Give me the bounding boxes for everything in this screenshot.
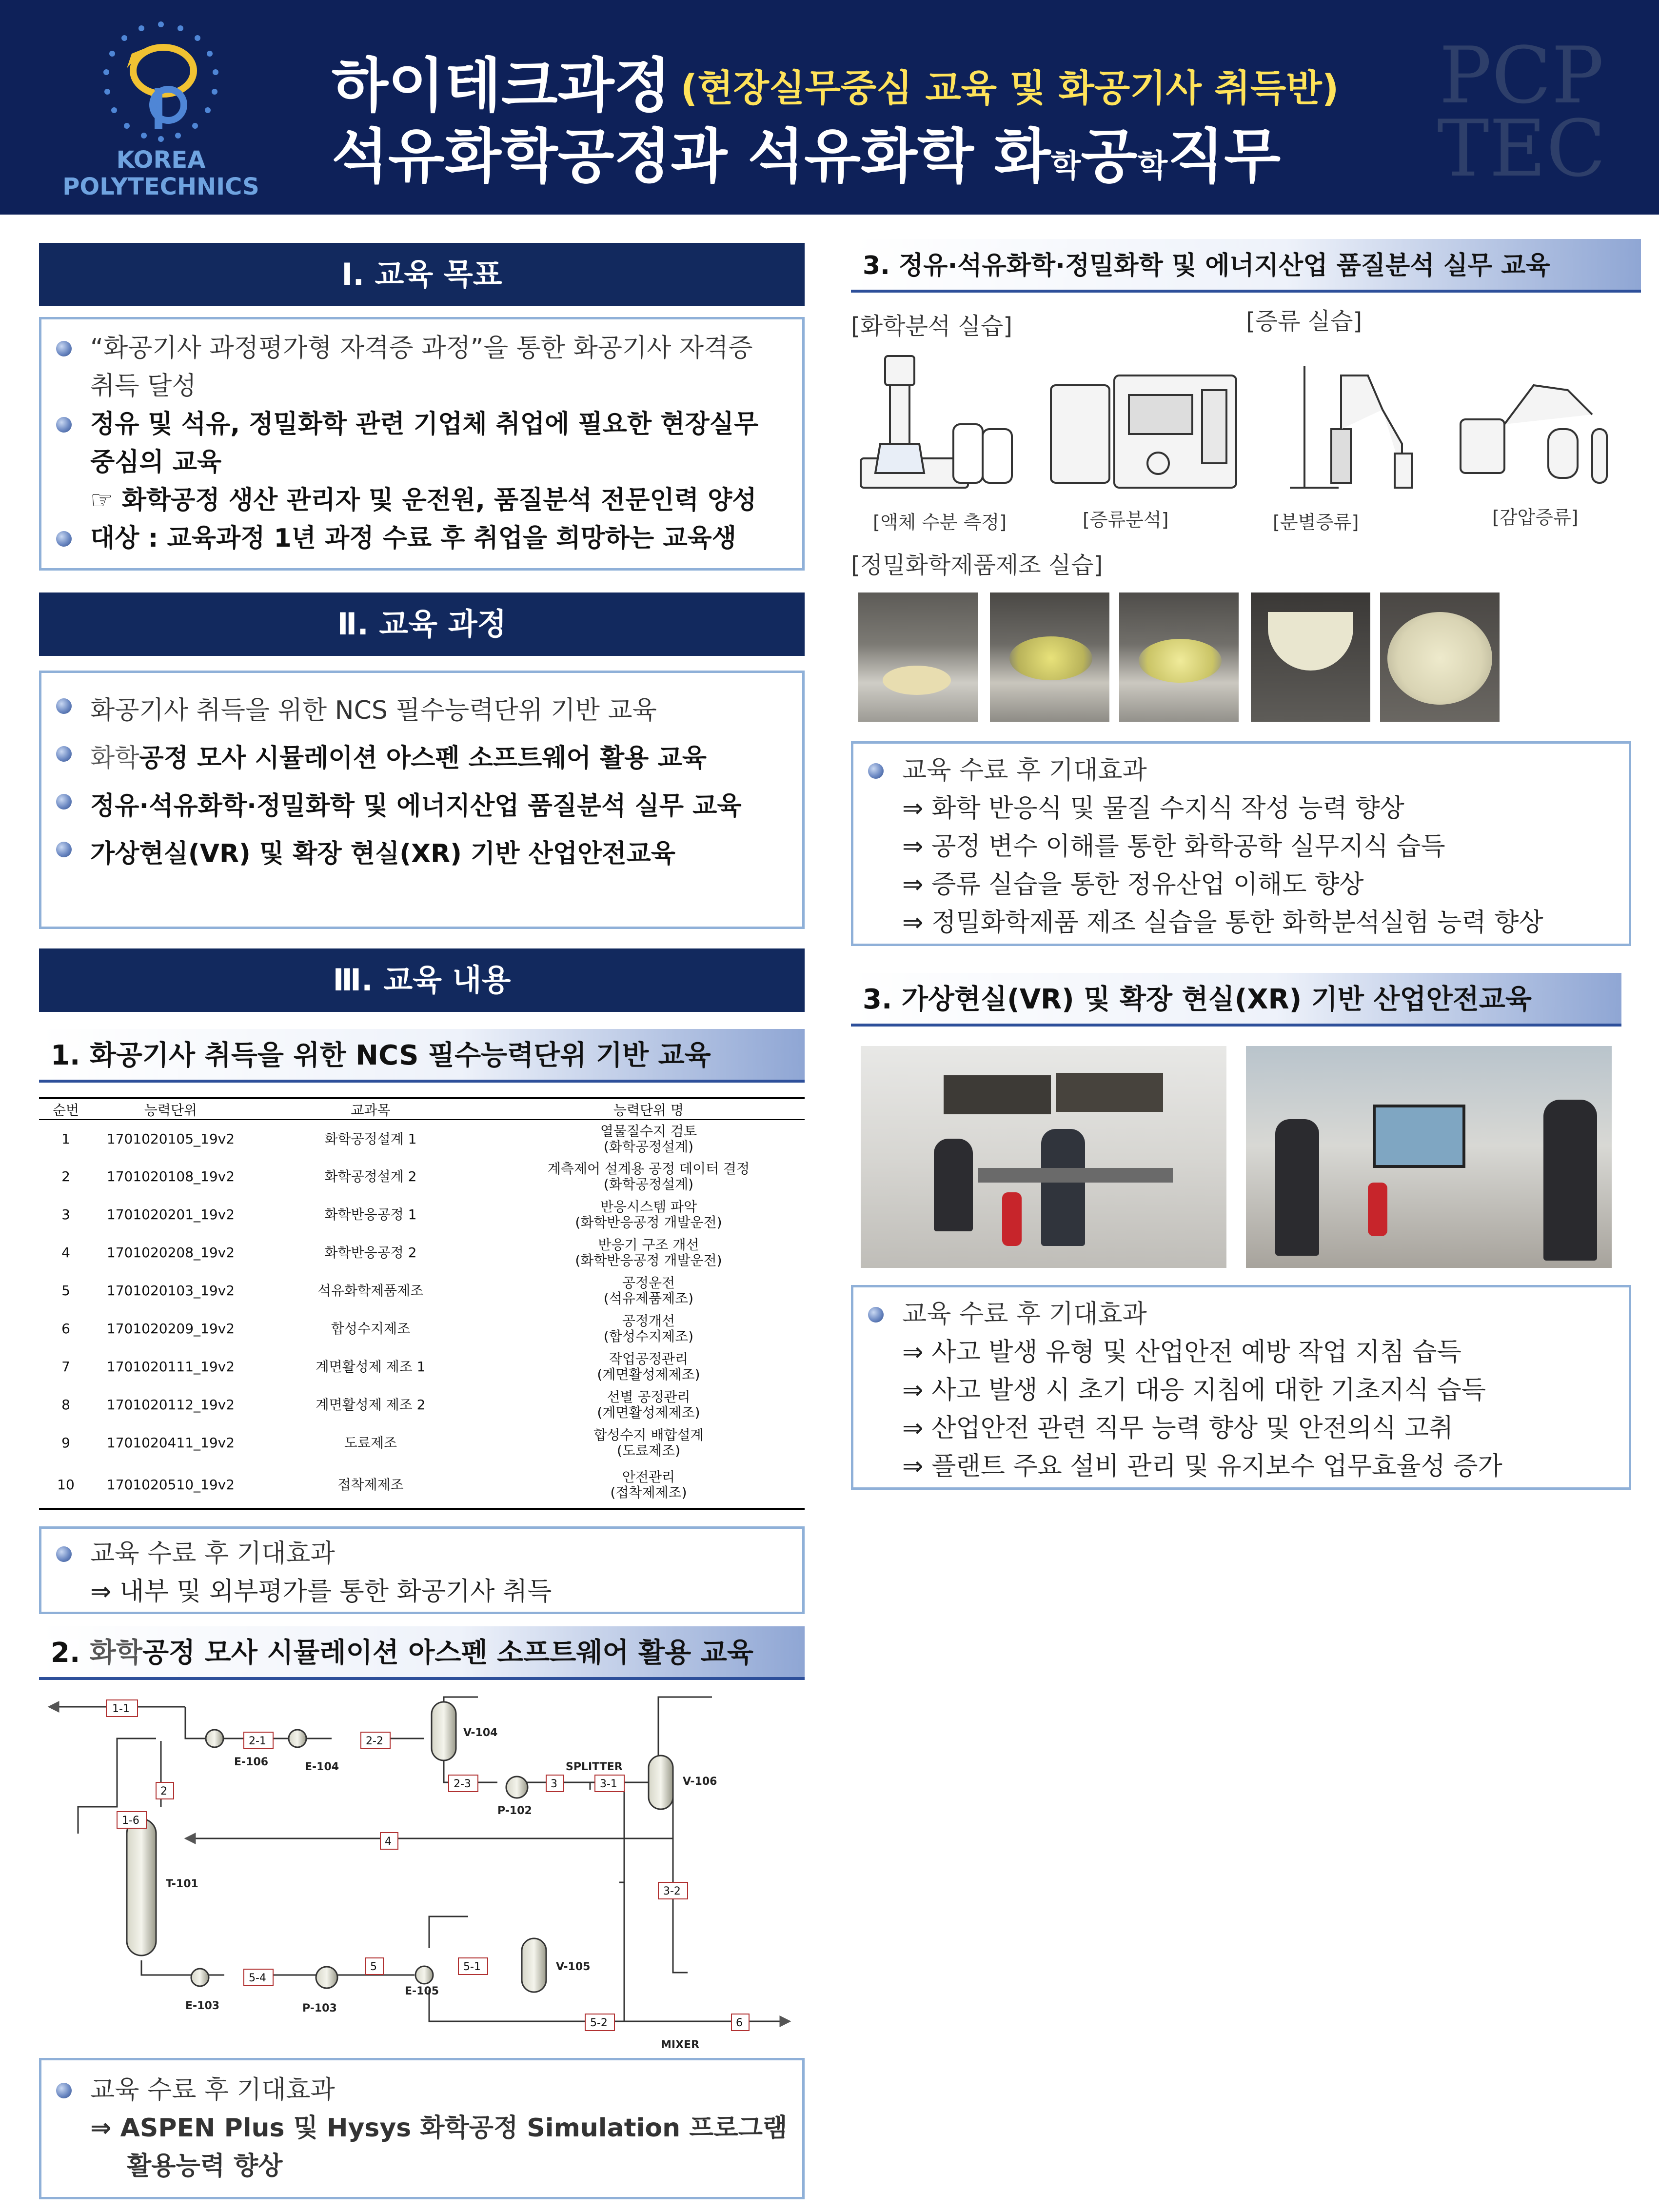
bowl-shape [1268,612,1353,671]
content1-title: 1. 화공기사 취득을 위한 NCS 필수능력단위 기반 교육 [39,1029,805,1083]
col-header-unit: 능력단위 [93,1098,249,1120]
cell-unit: 1701020105_19v2 [106,1130,235,1147]
goals-box [39,317,805,571]
section-content-bar: Ⅲ. 교육 내용 [39,948,805,1012]
cell-unit-name-2: (접착제제조) [610,1484,687,1501]
course-item-1: 화공기사 취득을 위한 NCS 필수능력단위 기반 교육 [41,687,802,734]
cell-unit: 1701020111_19v2 [106,1359,235,1375]
cell-subject: 석유화학제품제조 [317,1283,424,1299]
cell-subject: 화학공정설계 1 [324,1130,417,1147]
unit-splitter: SPLITTER [566,1761,623,1773]
extinguisher-shape [1002,1192,1022,1246]
stream-3 [546,1775,564,1792]
cell-subject: 화학반응공정 2 [324,1244,417,1261]
brand-watermark [1424,30,1619,194]
svg-text:2: 2 [160,1785,167,1797]
title2-part-c: 공 [1081,123,1138,191]
content3-effect-3: ⇒ 증류 실습을 통한 정유산업 이해도 향상 [902,870,1364,899]
svg-text:4: 4 [385,1836,392,1848]
stream-2-3 [449,1775,478,1792]
unit-e-104: E-104 [305,1761,339,1773]
cell-unit-name [493,1386,805,1424]
content2-effect-1: ⇒ ASPEN Plus 및 Hysys 화학공정 Simulation 프로그램 [90,2113,788,2143]
content4-effect-4: ⇒ 플랜트 주요 설비 관리 및 유지보수 업무효율성 증가 [902,1452,1502,1481]
stream-2 [156,1782,174,1799]
content2-title-prefix: 화학 [89,1637,142,1669]
cell-unit-name-1: 공정개선 [622,1313,675,1329]
goal-item-2 [41,405,802,481]
stream-2-1 [244,1732,273,1749]
cell-unit-name [493,1272,805,1310]
cell-subject: 화학공정설계 2 [324,1168,417,1185]
svg-text:3-2: 3-2 [663,1885,681,1897]
stream-3-1 [595,1775,624,1792]
cell-unit-name-2: (합성수지제조) [603,1328,694,1344]
course-box [39,671,805,929]
goal-item-1-text-2: 취득 달성 [90,372,197,401]
content4-effect-2: ⇒ 사고 발생 시 초기 대응 지침에 대한 기초지식 습득 [902,1376,1486,1405]
cell-unit-name-1: 반응시스템 파악 [600,1199,697,1215]
cell-no: 6 [61,1321,70,1337]
stream-5-2 [585,2014,614,2031]
title-main: 하이테크과정 [332,52,671,120]
person-shape-4 [1543,1100,1597,1261]
table-row [39,1310,805,1348]
title2-part-e: 직무 [1167,123,1281,191]
cell-unit-name-2: (계면활성제제조) [597,1404,700,1421]
table-row [39,1272,805,1310]
person-shape-3 [1275,1119,1319,1256]
svg-text:3: 3 [551,1778,557,1790]
stream-5-1 [458,1958,488,1975]
person-shape-1 [934,1139,973,1231]
cell-subject: 도료제조 [344,1435,397,1451]
stream-4 [380,1833,398,1849]
content3-effect-2: ⇒ 공정 변수 이해를 통한 화학공학 실무지식 습득 [902,832,1445,861]
unit-p-103: P-103 [302,2002,337,2014]
person-shape-2 [1041,1129,1085,1246]
page-title-line2 [332,110,1281,194]
cell-unit-name [493,1348,805,1386]
dish-shape [1387,612,1492,705]
beaker-shape-3 [1139,639,1222,683]
cell-unit-name [493,1120,805,1158]
content4-effect-3: ⇒ 산업안전 관련 직무 능력 향상 및 안전의식 고취 [902,1414,1454,1443]
title2-part-d: 학 [1137,148,1168,184]
vr-training-photo-1 [861,1046,1226,1268]
stream-2-2 [361,1732,390,1749]
course-item-2-prefix: 화학 [90,744,139,773]
cell-unit-name-2: (화학반응공정 개발운전) [575,1252,722,1268]
stream-6 [731,2014,749,2031]
cell-unit-name [493,1462,805,1509]
cell-unit-name [493,1196,805,1234]
table-row [39,1120,805,1158]
cell-no: 4 [61,1244,70,1261]
content2-effect-2: 활용능력 향상 [127,2152,283,2181]
unit-v-106: V-106 [683,1776,717,1788]
title-subtitle: (현장실무중심 교육 및 화공기사 취득반) [680,66,1339,110]
screen-shape-1 [944,1075,1051,1114]
cell-unit-name-1: 작업공정관리 [609,1351,689,1367]
cell-unit-name [493,1234,805,1272]
cell-unit-name-1: 계측제어 설계용 공정 데이터 결정 [547,1161,750,1177]
content3-effect-1: ⇒ 화학 반응식 및 물질 수지식 작성 능력 향상 [902,794,1404,823]
logo-emblem-icon [59,15,263,156]
content4-title: 3. 가상현실(VR) 및 확장 현실(XR) 기반 산업안전교육 [851,973,1621,1027]
caption-fractional: [분별증류] [1273,512,1359,533]
unit-v-105: V-105 [556,1961,591,1973]
cell-unit-name-1: 합성수지 배합설계 [593,1427,704,1443]
cell-unit-name-2: (화학반응공정 개발운전) [575,1214,722,1230]
header-banner [0,0,1659,215]
svg-text:5-1: 5-1 [463,1961,481,1973]
lab-chem-analysis-label: [화학분석 실습] [851,313,1012,340]
svg-text:5-4: 5-4 [249,1972,266,1984]
svg-text:6: 6 [736,2017,743,2029]
cell-unit-name-1: 선별 공정관리 [607,1389,691,1405]
brand-line2: TEC [1437,103,1606,194]
cell-no: 2 [61,1168,70,1185]
cell-no: 8 [61,1397,70,1413]
brand-line1: PCP [1439,30,1604,121]
cell-no: 1 [61,1130,70,1147]
fine-chem-photo-1 [858,592,978,722]
section-goals-bar: Ⅰ. 교육 목표 [39,243,805,306]
svg-text:1-6: 1-6 [122,1815,139,1827]
cell-unit-name-2: (도료제조) [616,1442,681,1459]
cell-no: 7 [61,1359,70,1375]
cell-unit: 1701020510_19v2 [93,1462,249,1509]
content2-effect-title: 교육 수료 후 기대효과 [41,2071,802,2109]
caption-vacuum: [감압증류] [1492,507,1579,528]
unit-v-104: V-104 [463,1727,498,1739]
goal-item-1 [41,329,802,405]
svg-text:5-2: 5-2 [590,2017,608,2029]
course-item-2 [41,734,802,782]
cell-no: 10 [39,1462,93,1509]
svg-text:2-2: 2-2 [366,1735,383,1747]
cell-unit-name-1: 공정운전 [622,1275,675,1291]
content3-effect-4: ⇒ 정밀화학제품 제조 실습을 통한 화학분석실험 능력 향상 [902,908,1543,937]
screen-shape-2 [1056,1073,1163,1112]
content3-effect-title: 교육 수료 후 기대효과 [853,751,1629,790]
cell-subject: 접착제제조 [249,1462,493,1509]
unit-t-101: T-101 [166,1878,198,1890]
cell-unit: 1701020112_19v2 [106,1397,235,1413]
table-header-row [39,1098,805,1120]
svg-text:2-3: 2-3 [454,1778,471,1790]
aspen-process-flow-diagram [39,1687,805,2058]
cell-no: 3 [61,1206,70,1223]
korea-polytechnics-logo [59,15,263,205]
caption-moisture: [액체 수분 측정] [873,512,1007,533]
svg-text:1-1: 1-1 [112,1703,130,1715]
content1-effect-1: ⇒ 내부 및 외부평가를 통한 화공기사 취득 [90,1577,552,1606]
pipe-shape [978,1168,1173,1183]
fine-chem-photo-2 [990,592,1109,722]
goal-item-2-note: ☞ 화학공정 생산 관리자 및 운전원, 품질분석 전문인력 양성 [90,486,757,515]
course-item-3: 정유·석유화학·정밀화학 및 에너지산업 품질분석 실무 교육 [41,782,802,830]
fine-chem-photo-4 [1251,592,1370,722]
logo-text-polytechnics: POLYTECHNICS [62,173,259,200]
table-row [39,1386,805,1424]
fine-chem-photo-5 [1380,592,1500,722]
table-row [39,1348,805,1386]
extinguisher-shape-2 [1368,1183,1387,1236]
unit-p-102: P-102 [497,1805,532,1817]
content3-effect-box [851,741,1631,946]
section-course-bar: Ⅱ. 교육 과정 [39,592,805,656]
stream-3-2 [658,1882,688,1899]
table-row [39,1234,805,1272]
unit-e-105: E-105 [405,1985,439,1997]
beaker-shape-1 [883,666,951,695]
fine-chem-photo-3 [1119,592,1239,722]
xr-screen-shape [1373,1105,1465,1168]
v-104-vessel [432,1702,456,1760]
unit-e-103: E-103 [185,2000,220,2012]
unit-e-106: E-106 [234,1756,269,1768]
cell-unit: 1701020209_19v2 [106,1321,235,1337]
cell-subject: 화학반응공정 1 [324,1206,417,1223]
col-header-no: 순번 [39,1098,93,1120]
t-101-column [127,1819,156,1955]
content4-effect-box [851,1285,1631,1490]
content2-effect-box [39,2058,805,2199]
logo-text-korea: KOREA [116,146,206,174]
cell-unit: 1701020208_19v2 [106,1244,235,1261]
lab-apparatus-illustrations [851,346,1641,502]
goal-item-2-text: 정유 및 석유, 정밀화학 관련 기업체 취업에 필요한 현장실무 [90,410,759,439]
col-header-unit-name: 능력단위 명 [493,1098,805,1120]
content1-effect-title: 교육 수료 후 기대효과 [41,1535,802,1573]
cell-subject: 합성수지제조 [331,1321,411,1337]
goal-item-2-text-2: 중심의 교육 [90,448,222,477]
cell-unit-name [493,1310,805,1348]
beaker-shape-2 [1009,636,1092,680]
stream-5-4 [244,1969,273,1986]
table-row [39,1462,805,1509]
content4-effect-1: ⇒ 사고 발생 유형 및 산업안전 예방 작업 지침 습득 [902,1338,1462,1367]
content1-effect-box [39,1526,805,1614]
vr-training-photo-2 [1246,1046,1612,1268]
cell-unit-name-2: (계면활성제제조) [597,1366,700,1382]
ncs-table [39,1097,805,1510]
cell-unit: 1701020103_19v2 [106,1283,235,1299]
course-item-2-text: 공정 모사 시뮬레이션 아스펜 소프트웨어 활용 교육 [139,744,707,773]
stream-5 [366,1958,383,1975]
svg-text:3-1: 3-1 [600,1778,617,1790]
content3-title: 3. 정유·석유화학·정밀화학 및 에너지산업 품질분석 실무 교육 [851,239,1641,293]
cell-unit-name-1: 반응기 구조 개선 [598,1237,699,1253]
goal-item-1-text: “화공기사 과정평가형 자격증 과정”을 통한 화공기사 자격증 [90,334,753,363]
cell-unit: 1701020201_19v2 [106,1206,235,1223]
cell-unit: 1701020108_19v2 [106,1168,235,1185]
lab-distillation-label: [증류 실습] [1246,308,1363,335]
table-row [39,1424,805,1462]
cell-unit-name [493,1424,805,1462]
goal-item-3: 대상 : 교육과정 1년 과정 수료 후 취업을 희망하는 교육생 [41,519,802,557]
cell-subject: 계면활성제 제조 1 [316,1359,426,1375]
col-header-subject: 교과목 [249,1098,493,1120]
table-row [39,1158,805,1196]
content2-title [39,1626,805,1680]
stream-1-6 [117,1812,146,1828]
content2-title-text: 공정 모사 시뮬레이션 아스펜 소프트웨어 활용 교육 [142,1637,753,1669]
v-106-vessel [649,1756,673,1809]
content2-title-num: 2. [51,1637,90,1669]
cell-unit: 1701020411_19v2 [106,1435,235,1451]
caption-distillation-analysis: [증류분석] [1083,509,1169,531]
cell-unit-name [493,1158,805,1196]
cell-no: 5 [61,1283,70,1299]
cell-unit-name-1: 안전관리 [622,1469,675,1485]
cell-unit-name-2: (화학공정설계) [603,1176,694,1192]
title2-part-b: 학 [1050,148,1081,184]
cell-unit-name-2: (석유제품제조) [603,1290,694,1306]
v-105-vessel [522,1938,546,1992]
table-row [39,1196,805,1234]
cell-subject: 계면활성제 제조 2 [316,1397,426,1413]
cell-no: 9 [61,1435,70,1451]
unit-mixer: MIXER [661,2039,700,2051]
cell-unit-name-1: 열물질수지 검토 [600,1123,697,1139]
content4-effect-title: 교육 수료 후 기대효과 [853,1295,1629,1333]
svg-text:5: 5 [370,1961,377,1973]
cell-unit-name-2: (화학공정설계) [603,1138,694,1155]
course-item-4: 가상현실(VR) 및 확장 현실(XR) 기반 산업안전교육 [41,830,802,878]
lab-fine-chem-label: [정밀화학제품제조 실습] [851,552,1103,579]
svg-text:2-1: 2-1 [249,1735,266,1747]
title2-part-a: 석유화학공정과 석유화학 화 [332,123,1051,191]
stream-1-1 [106,1700,138,1717]
